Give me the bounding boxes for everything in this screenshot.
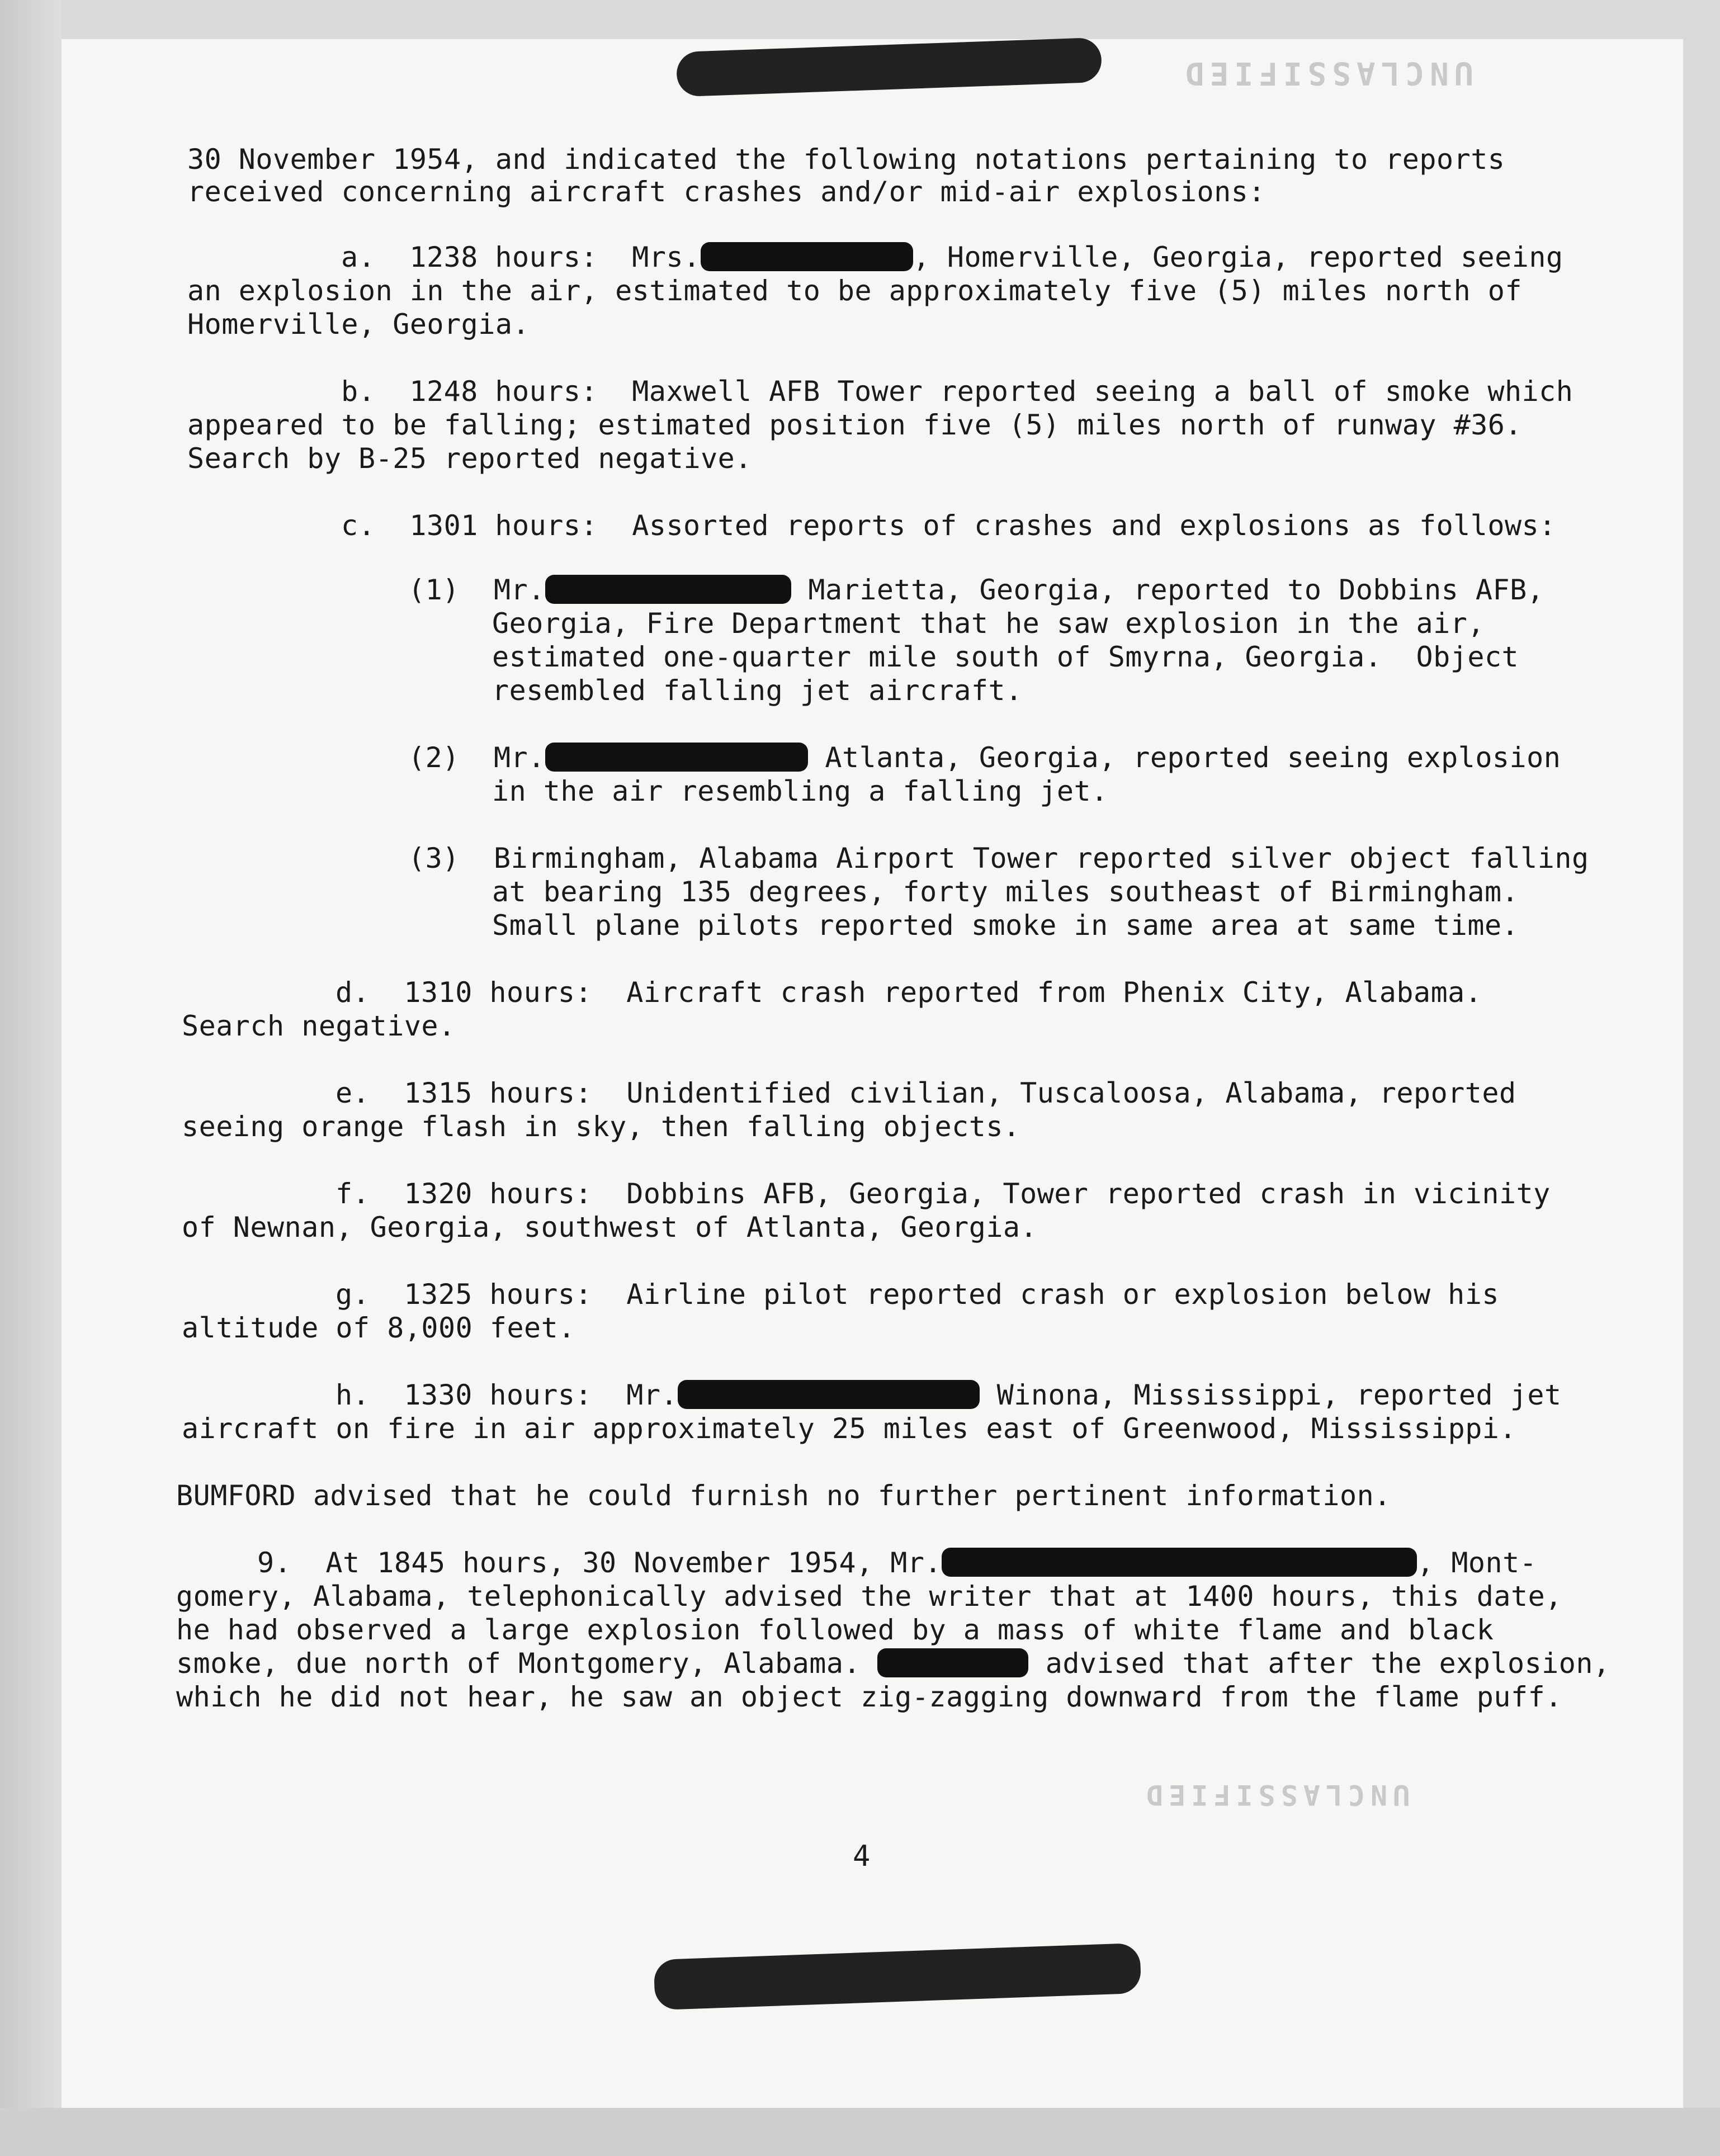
item-e-line-2: seeing orange flash in sky, then falling objects. xyxy=(182,1110,1020,1143)
item-c1-line-3: estimated one-quarter mile south of Smyrna, Georgia. Object xyxy=(492,641,1519,673)
para9-line-4: smoke, due north of Montgomery, Alabama. advised that after the explosion, xyxy=(176,1647,1610,1680)
header-stamp-bleedthrough: UNCLASSIFIED xyxy=(1180,55,1473,91)
redaction xyxy=(877,1648,1028,1677)
item-d-line-2: Search negative. xyxy=(182,1010,456,1042)
redaction xyxy=(678,1380,980,1409)
para9-line-3: he had observed a large explosion followed by a mass of white flame and black xyxy=(176,1614,1494,1646)
redaction xyxy=(545,575,791,604)
item-c3-line-2: at bearing 135 degrees, forty miles southeast of Birmingham. xyxy=(492,876,1519,908)
item-f-line-1: f. 1320 hours: Dobbins AFB, Georgia, Tower reported crash in vicinity xyxy=(336,1178,1551,1210)
item-d-line-1: d. 1310 hours: Aircraft crash reported from Phenix City, Alabama. xyxy=(336,976,1482,1009)
item-c1-line-1: (1) Mr. Marietta, Georgia, reported to Dobbins AFB, xyxy=(408,574,1544,606)
item-c3-line-1: (3) Birmingham, Alabama Airport Tower reported silver object falling xyxy=(408,842,1589,874)
item-e-line-1: e. 1315 hours: Unidentified civilian, Tuscaloosa, Alabama, reported xyxy=(336,1077,1516,1109)
redaction xyxy=(942,1548,1417,1577)
item-f-line-2: of Newnan, Georgia, southwest of Atlanta, Georgia. xyxy=(182,1211,1038,1244)
footer-redaction-mark xyxy=(654,1943,1142,2010)
item-c-line-1: c. 1301 hours: Assorted reports of crashes and explosions as follows: xyxy=(341,509,1556,542)
item-a-line-3: Homerville, Georgia. xyxy=(187,308,530,341)
item-g-line-1: g. 1325 hours: Airline pilot reported crash or explosion below his xyxy=(336,1278,1499,1311)
para9-line-1: 9. At 1845 hours, 30 November 1954, Mr. , Mont- xyxy=(257,1547,1537,1579)
para9-line-2: gomery, Alabama, telephonically advised the writer that at 1400 hours, this date, xyxy=(176,1580,1562,1613)
item-c1-line-4: resembled falling jet aircraft. xyxy=(492,674,1023,707)
page-number: 4 xyxy=(853,1840,871,1873)
header-redaction-mark xyxy=(676,37,1102,97)
item-g-line-2: altitude of 8,000 feet. xyxy=(182,1312,575,1344)
item-c2-line-1: (2) Mr. Atlanta, Georgia, reported seeing explosion xyxy=(408,741,1561,774)
bumford-statement: BUMFORD advised that he could furnish no further pertinent information. xyxy=(176,1479,1391,1512)
item-b-line-1: b. 1248 hours: Maxwell AFB Tower reported seeing a ball of smoke which xyxy=(341,375,1573,408)
item-h-line-1: h. 1330 hours: Mr. Winona, Mississippi, reported jet xyxy=(336,1379,1562,1411)
item-c2-line-2: in the air resembling a falling jet. xyxy=(492,775,1108,807)
item-a-line-1: a. 1238 hours: Mrs. , Homerville, Georgia, reported seeing xyxy=(341,241,1563,273)
item-a-line-2: an explosion in the air, estimated to be approximately five (5) miles north of xyxy=(187,275,1522,307)
intro-line-2: received concerning aircraft crashes and/or mid-air explosions: xyxy=(187,176,1265,208)
item-b-line-3: Search by B-25 reported negative. xyxy=(187,442,752,475)
redaction xyxy=(545,743,808,772)
para9-line-5: which he did not hear, he saw an object zig-zagging downward from the flame puff. xyxy=(176,1681,1562,1713)
redaction xyxy=(701,242,913,271)
footer-stamp-bleedthrough: UNCLASSIFIED xyxy=(1141,1779,1410,1811)
item-b-line-2: appeared to be falling; estimated position five (5) miles north of runway #36. xyxy=(187,409,1522,441)
item-h-line-2: aircraft on fire in air approximately 25 miles east of Greenwood, Mississippi. xyxy=(182,1412,1516,1445)
intro-line-1: 30 November 1954, and indicated the following notations pertaining to reports xyxy=(187,143,1505,176)
item-c3-line-3: Small plane pilots reported smoke in same area at same time. xyxy=(492,909,1519,942)
item-c1-line-2: Georgia, Fire Department that he saw explosion in the air, xyxy=(492,607,1485,640)
